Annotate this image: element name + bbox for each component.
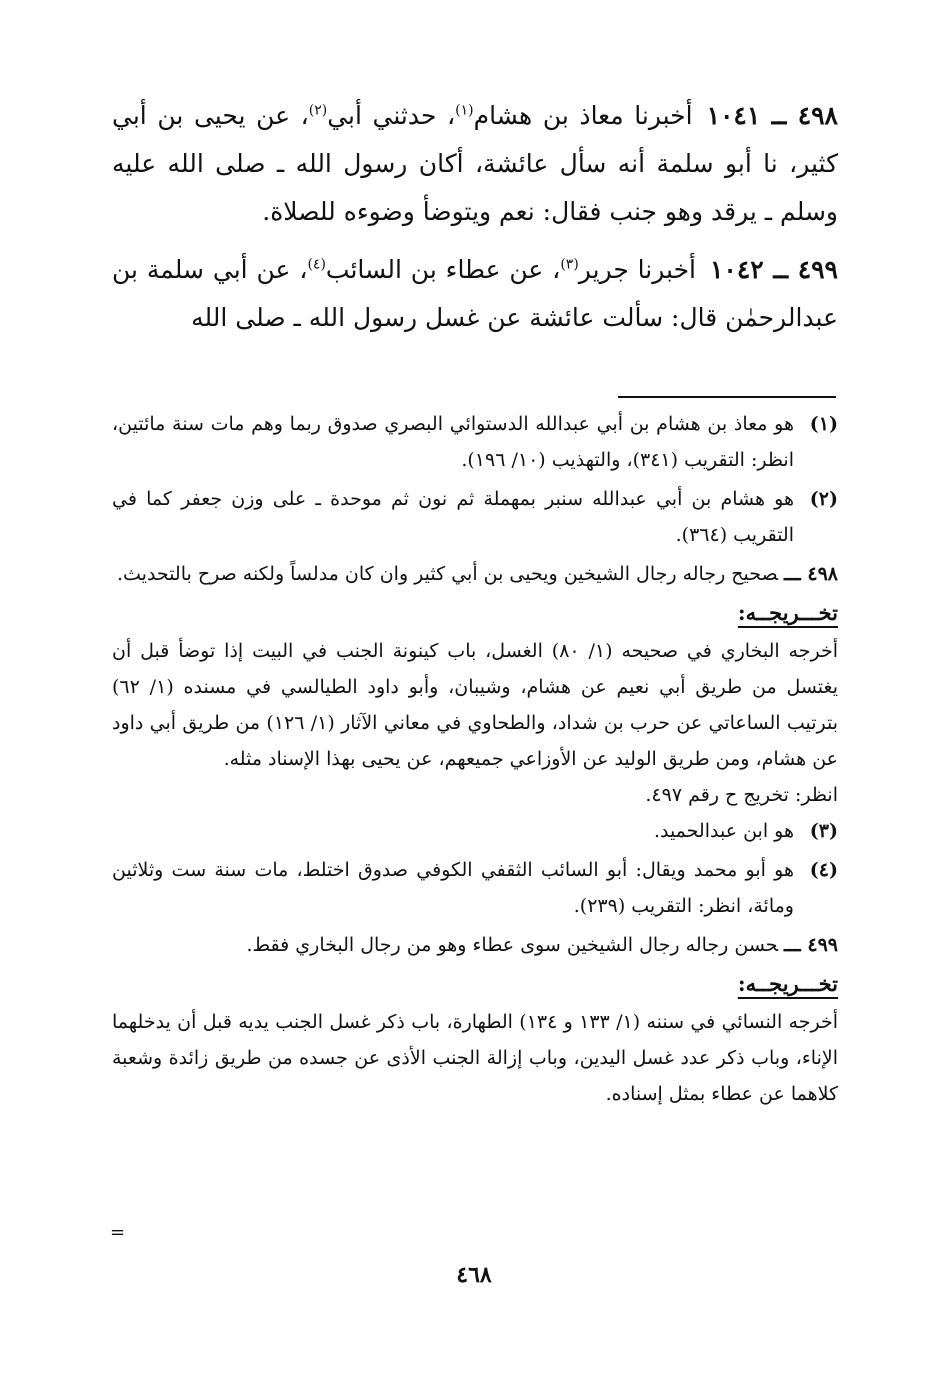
takhrij-heading: تخـــريجــه: bbox=[737, 971, 838, 996]
footnotes bbox=[112, 406, 838, 1112]
continuation-mark: = bbox=[110, 1222, 126, 1243]
grade-498 bbox=[112, 556, 838, 592]
footnote-2 bbox=[112, 481, 838, 553]
footnote-4 bbox=[112, 852, 838, 924]
grade-mark: ٤٩٨ ـــ bbox=[784, 563, 838, 585]
footnote-1 bbox=[112, 406, 838, 478]
hadith-text: ، عن يحيى بن أبي كثير، نا أبو سلمة أنه سأل عائشة، أكان رسول الله ـ صلى الله عليه وسلم ـ يرقد وهو جنب فقال: نعم ويتوضأ وضوءه للصلاة. bbox=[112, 101, 838, 226]
footnote-3 bbox=[112, 813, 838, 849]
takhrij-paragraph: أخرجه البخاري في صحيحه (١/ ٨٠) الغسل، باب كينونة الجنب في البيت إذا توضأ قبل أن يغتسل من طريق أبي نعيم عن هشام، وشيبان، وأبو داود الطيالسي في مسنده (١/ ٦٢) بترتيب الساعاتي عن حرب بن شداد، والطحاوي في معاني الآثار (١/ ١٢٦) من طريق أبي داود عن هشام، ومن طريق الوليد عن الأوزاعي جميعهم، عن يحيى بهذا الإسناد مثله. bbox=[112, 640, 839, 770]
grade-499 bbox=[112, 927, 838, 963]
hadith-text: ، عن أبي سلمة بن عبدالرحمٰن قال: سألت عائشة عن غسل رسول الله ـ صلى الله bbox=[112, 255, 838, 332]
hadith-text: ، حدثني أبي bbox=[327, 101, 456, 130]
hadith-text: أخبرنا معاذ بن هشام bbox=[473, 101, 693, 130]
hadith-text: ، عن عطاء بن السائب bbox=[325, 255, 561, 284]
footnote-mark: (٢) bbox=[809, 488, 838, 510]
footnote-mark: (٣) bbox=[809, 820, 838, 842]
footnote-mark: (٤) bbox=[809, 859, 838, 881]
hadith-498 bbox=[112, 92, 838, 236]
footnote-ref: (١) bbox=[455, 102, 474, 119]
footnote-divider bbox=[618, 396, 836, 398]
footnote-text: هو أبو محمد ويقال: أبو السائب الثقفي الكوفي صدوق اختلط، مات سنة ست وثلاثين ومائة، انظر: التقريب (٢٣٩). bbox=[112, 859, 794, 917]
footnote-ref: (٣) bbox=[560, 256, 579, 273]
takhrij-paragraph: أخرجه النسائي في سننه (١/ ١٣٣ و ١٣٤) الطهارة، باب ذكر غسل الجنب يديه قبل أن يدخلهما الإناء، وباب ذكر عدد غسل اليدين، وباب إزالة الجنب الأذى عن جسده من طريق زائدة وشعبة كلاهما عن عطاء بمثل إسناده. bbox=[112, 1011, 838, 1105]
grade-text: صحيح رجاله رجال الشيخين ويحيى بن أبي كثير وان كان مدلساً ولكنه صرح بالتحديث. bbox=[116, 563, 779, 585]
footnote-text: هو هشام بن أبي عبدالله سنبر بمهملة ثم نون ثم موحدة ـ على وزن جعفر كما في التقريب (٣٦٤). bbox=[112, 488, 794, 546]
hadith-499 bbox=[112, 246, 838, 342]
footnote-text: هو ابن عبدالحميد. bbox=[653, 820, 794, 842]
footnote-text: هو معاذ بن هشام بن أبي عبدالله الدستوائي البصري صدوق ربما وهم مات سنة مائتين، انظر: التقريب (٣٤١)، والتهذيب (١٠/ ١٩٦). bbox=[112, 413, 794, 471]
grade-mark: ٤٩٩ ـــ bbox=[784, 934, 838, 956]
hadith-text: أخبرنا جرير bbox=[578, 255, 696, 284]
page-number: ٤٦٨ bbox=[456, 1262, 492, 1288]
hadith-number: ٤٩٨ ــ ١٠٤١ bbox=[706, 101, 838, 130]
footnote-ref: (٤) bbox=[307, 256, 326, 273]
hadith-number: ٤٩٩ ــ ١٠٤٢ bbox=[710, 255, 838, 284]
footnote-ref: (٢) bbox=[308, 102, 328, 119]
takhrij-heading: تخـــريجــه: bbox=[737, 600, 838, 625]
see-also-note: انظر: تخريج ح رقم ٤٩٧. bbox=[645, 784, 838, 806]
footnote-mark: (١) bbox=[809, 413, 838, 435]
main-text bbox=[112, 92, 838, 352]
grade-text: حسن رجاله رجال الشيخين سوى عطاء وهو من رجال البخاري فقط. bbox=[246, 934, 779, 956]
